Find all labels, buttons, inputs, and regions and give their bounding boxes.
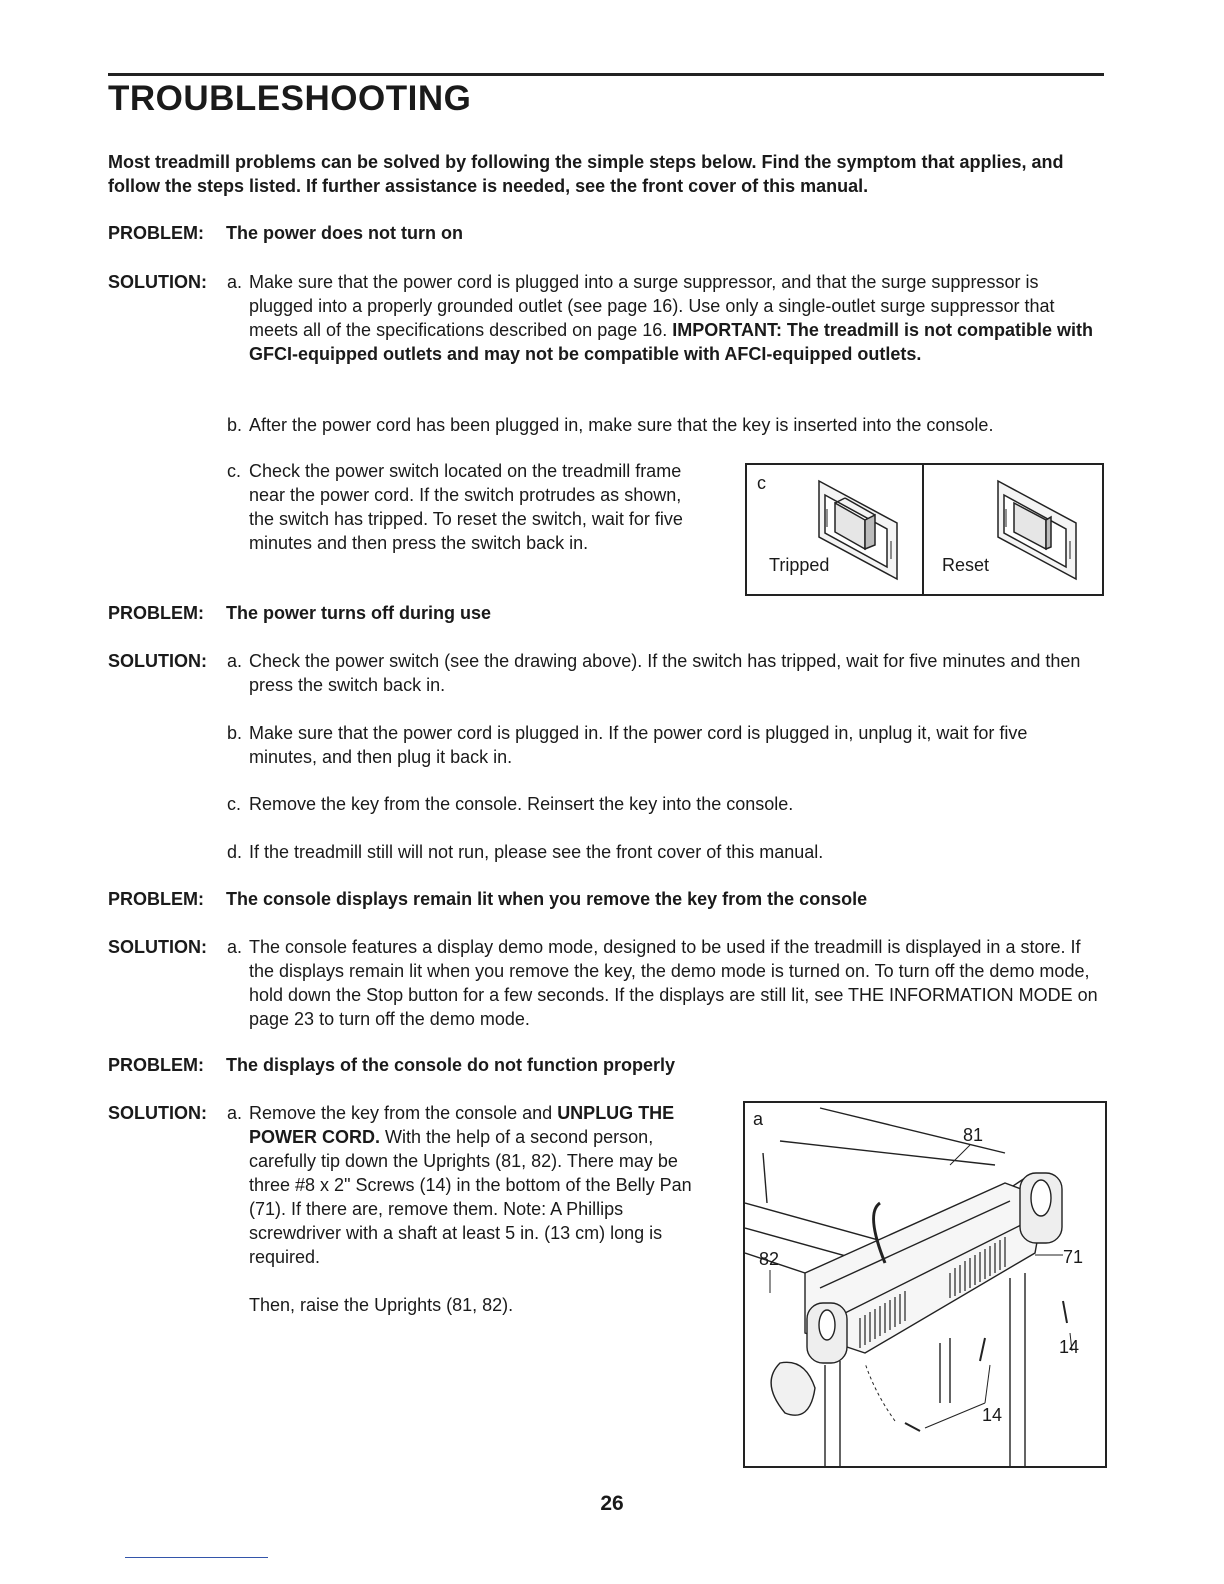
solution-1-label: SOLUTION: [108, 272, 207, 292]
title-rule [108, 73, 1104, 76]
step-4a-unplug-warning: UNPLUG THE POWER CORD. [249, 1103, 675, 1147]
intro-paragraph: Most treadmill problems can be solved by following the simple steps below. Find the symptom that applies, and follow the steps listed. If further assistance is needed, see the front cover of this manual. [108, 152, 1064, 196]
problem-2-heading [108, 601, 491, 625]
step-2b-letter: b. [227, 723, 243, 743]
step-1a-letter: a. [227, 272, 243, 292]
step-3a-text: The console features a display demo mode, designed to be used if the treadmill is displayed in a store. If the displays remain lit when you remove the key, the demo mode is turned on. To turn off the demo mode, hold down the Stop button for a few seconds. If the displays are still lit, see THE INFORMATION MODE on page 23 to turn off the demo mode. [249, 937, 1098, 1029]
step-3a-letter: a. [227, 937, 243, 957]
page-title: TROUBLESHOOTING [108, 79, 472, 118]
solution-2-label: SOLUTION: [108, 651, 207, 671]
reset-pane [924, 465, 1102, 594]
solution-3-label: SOLUTION: [108, 937, 207, 957]
step-1b-letter: b. [227, 415, 243, 435]
figure-a-treadmill [743, 1101, 1107, 1468]
paragraph-gap [249, 1269, 711, 1293]
step-2c-text: Remove the key from the console. Reinsert the key into the console. [249, 794, 794, 814]
footer-line [125, 1557, 268, 1558]
step-2b-text: Make sure that the power cord is plugged in. If the power cord is plugged in, unplug it, wait for five minutes, and then plug it back in. [249, 723, 1028, 767]
step-4a-text [249, 1101, 711, 1317]
step-1c-letter: c. [227, 461, 242, 481]
step-4a-letter: a. [227, 1103, 243, 1123]
step-1c-text: Check the power switch located on the treadmill frame near the power cord. If the switch protrudes as shown, the switch has tripped. To reset the switch, wait for five minutes and then press the switch back in. [249, 461, 683, 553]
step-1a-important: IMPORTANT: The treadmill is not compatible with GFCI-equipped outlets and may not be compatible with AFCI-equipped outlets. [249, 320, 1093, 364]
problem-1-heading [108, 221, 463, 245]
treadmill-illustration [745, 1103, 1105, 1466]
step-2d-letter: d. [227, 842, 243, 862]
solution-4-label: SOLUTION: [108, 1103, 207, 1123]
page-number: 26 [600, 1492, 624, 1515]
step-1b-text: After the power cord has been plugged in, make sure that the key is inserted into the console. [249, 415, 994, 435]
problem-4-heading [108, 1053, 675, 1077]
problem-label: PROBLEM: [108, 1055, 204, 1075]
problem-label: PROBLEM: [108, 603, 204, 623]
step-2d-text: If the treadmill still will not run, please see the front cover of this manual. [249, 842, 824, 862]
step-4a-pre: Remove the key from the console and [249, 1103, 553, 1123]
problem-label: PROBLEM: [108, 889, 204, 909]
callout-14-right: 14 [1059, 1337, 1080, 1357]
step-2a-letter: a. [227, 651, 243, 671]
tripped-pane [747, 465, 922, 594]
figure-c-power-switch [745, 463, 1104, 596]
step-4a-then: Then, raise the Uprights (81, 82). [249, 1295, 514, 1315]
problem-label: PROBLEM: [108, 223, 204, 243]
step-2a-text: Check the power switch (see the drawing above). If the switch has tripped, wait for five minutes and then press the switch back in. [249, 651, 1081, 695]
callout-82: 82 [759, 1249, 780, 1269]
callout-71: 71 [1063, 1247, 1084, 1267]
problem-1-text: The power does not turn on [226, 223, 463, 243]
problem-3-heading [108, 887, 867, 911]
callout-81: 81 [963, 1125, 984, 1145]
step-1a-text [249, 270, 1099, 366]
problem-2-text: The power turns off during use [226, 603, 491, 623]
figure-a-letter: a [753, 1109, 764, 1129]
step-4a-body: With the help of a second person, carefully tip down the Uprights (81, 82). There may be three #8 x 2" Screws (14) in the bottom of the Belly Pan (71). If there are, remove them. Note: A Phillips screwdriver with a shaft at least 5 in. (13 cm) long is required. [249, 1127, 692, 1267]
tripped-label: Tripped [769, 555, 830, 575]
problem-3-text: The console displays remain lit when you remove the key from the console [226, 889, 868, 909]
step-1a-body: Make sure that the power cord is plugged into a surge suppressor, and that the surge suppressor is plugged into a properly grounded outlet (see page 16). Use only a single-outlet surge suppressor that meets all of the specifications described on page 16. [249, 272, 1055, 340]
problem-4-text: The displays of the console do not function properly [226, 1055, 676, 1075]
callout-14-bottom: 14 [982, 1405, 1003, 1425]
reset-label: Reset [942, 555, 990, 575]
step-2c-letter: c. [227, 794, 242, 814]
figure-c-letter: c [757, 473, 766, 493]
